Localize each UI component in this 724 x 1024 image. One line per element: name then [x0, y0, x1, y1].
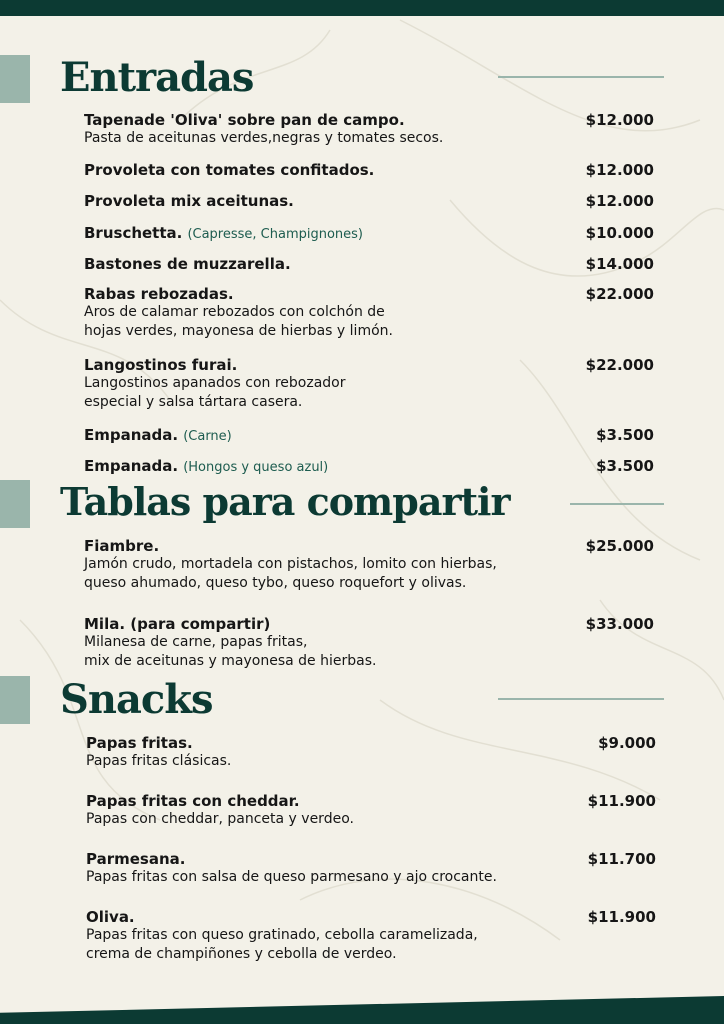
- item-price: $22.000: [585, 285, 654, 303]
- item-description: Papas fritas clásicas.: [86, 753, 232, 769]
- section-title-snacks: Snacks: [60, 676, 213, 723]
- item-description: mix de aceitunas y mayonesa de hierbas.: [84, 653, 377, 669]
- item-name: Empanada.: [84, 457, 179, 475]
- item-description: Milanesa de carne, papas fritas,: [84, 634, 308, 650]
- item-name: Mila. (para compartir): [84, 615, 271, 633]
- item-description: queso ahumado, queso tybo, queso roquefort y olivas.: [84, 575, 467, 591]
- section-tab-entradas: [0, 55, 30, 103]
- item-name: Provoleta con tomates confitados.: [84, 161, 375, 179]
- item-name: Bruschetta.: [84, 224, 183, 242]
- item-description: Pasta de aceitunas verdes,negras y tomates secos.: [84, 130, 444, 146]
- item-description: Jamón crudo, mortadela con pistachos, lomito con hierbas,: [84, 556, 497, 572]
- menu-item-provoleta-tomates: [84, 161, 654, 179]
- item-note: (Hongos y queso azul): [183, 460, 329, 475]
- item-price: $11.700: [587, 850, 656, 868]
- item-description: hojas verdes, mayonesa de hierbas y limón.: [84, 323, 393, 339]
- item-name: Oliva.: [86, 908, 135, 926]
- item-price: $3.500: [596, 426, 654, 444]
- item-price: $10.000: [585, 224, 654, 242]
- item-price: $33.000: [585, 615, 654, 633]
- menu-item-papas-fritas: [86, 734, 656, 771]
- menu-item-bastones: [84, 255, 654, 273]
- menu-item-fiambre: [84, 537, 654, 593]
- item-name: Papas fritas con cheddar.: [86, 792, 300, 810]
- item-price: $9.000: [598, 734, 656, 752]
- item-name: Papas fritas.: [86, 734, 193, 752]
- section-rule-snacks: [498, 698, 664, 700]
- item-name: Provoleta mix aceitunas.: [84, 192, 294, 210]
- section-rule-entradas: [498, 76, 664, 78]
- item-price: $22.000: [585, 356, 654, 374]
- item-name: Parmesana.: [86, 850, 186, 868]
- section-tab-snacks: [0, 676, 30, 724]
- item-description: Papas fritas con salsa de queso parmesano y ajo crocante.: [86, 869, 497, 885]
- item-price: $25.000: [585, 537, 654, 555]
- item-name: Empanada.: [84, 426, 179, 444]
- menu-item-empanada-carne: [84, 425, 654, 444]
- item-price: $11.900: [587, 908, 656, 926]
- menu-item-oliva: [86, 908, 656, 964]
- item-name: Tapenade 'Oliva' sobre pan de campo.: [84, 111, 405, 129]
- section-tab-tablas: [0, 480, 30, 528]
- item-description: especial y salsa tártara casera.: [84, 394, 303, 410]
- item-price: $12.000: [585, 161, 654, 179]
- item-description: crema de champiñones y cebolla de verdeo.: [86, 946, 397, 962]
- item-name: Rabas rebozadas.: [84, 285, 234, 303]
- item-note: (Carne): [183, 429, 232, 444]
- section-rule-tablas: [570, 503, 664, 505]
- item-description: Aros de calamar rebozados con colchón de: [84, 304, 385, 320]
- menu-item-tapenade: [84, 110, 654, 148]
- item-price: $12.000: [585, 111, 654, 129]
- menu-item-langostinos: [84, 356, 654, 412]
- item-price: $11.900: [587, 792, 656, 810]
- item-description: Papas con cheddar, panceta y verdeo.: [86, 811, 354, 827]
- item-name: Langostinos furai.: [84, 356, 238, 374]
- item-price: $14.000: [585, 255, 654, 273]
- item-note: (Capresse, Champignones): [187, 227, 364, 242]
- menu-item-papas-cheddar: [86, 792, 656, 829]
- menu-item-rabas: [84, 285, 654, 341]
- item-price: $12.000: [585, 192, 654, 210]
- menu-item-parmesana: [86, 850, 656, 887]
- item-price: $3.500: [596, 457, 654, 475]
- item-name: Fiambre.: [84, 537, 160, 555]
- menu-item-provoleta-aceitunas: [84, 192, 654, 210]
- item-description: Langostinos apanados con rebozador: [84, 375, 346, 391]
- menu-item-empanada-hongos: [84, 456, 654, 475]
- menu-item-bruschetta: [84, 223, 654, 242]
- section-title-entradas: Entradas: [60, 54, 254, 101]
- section-title-tablas: Tablas para compartir: [60, 479, 510, 524]
- item-name: Bastones de muzzarella.: [84, 255, 291, 273]
- menu-item-mila: [84, 615, 654, 671]
- item-description: Papas fritas con queso gratinado, cebolla caramelizada,: [86, 927, 478, 943]
